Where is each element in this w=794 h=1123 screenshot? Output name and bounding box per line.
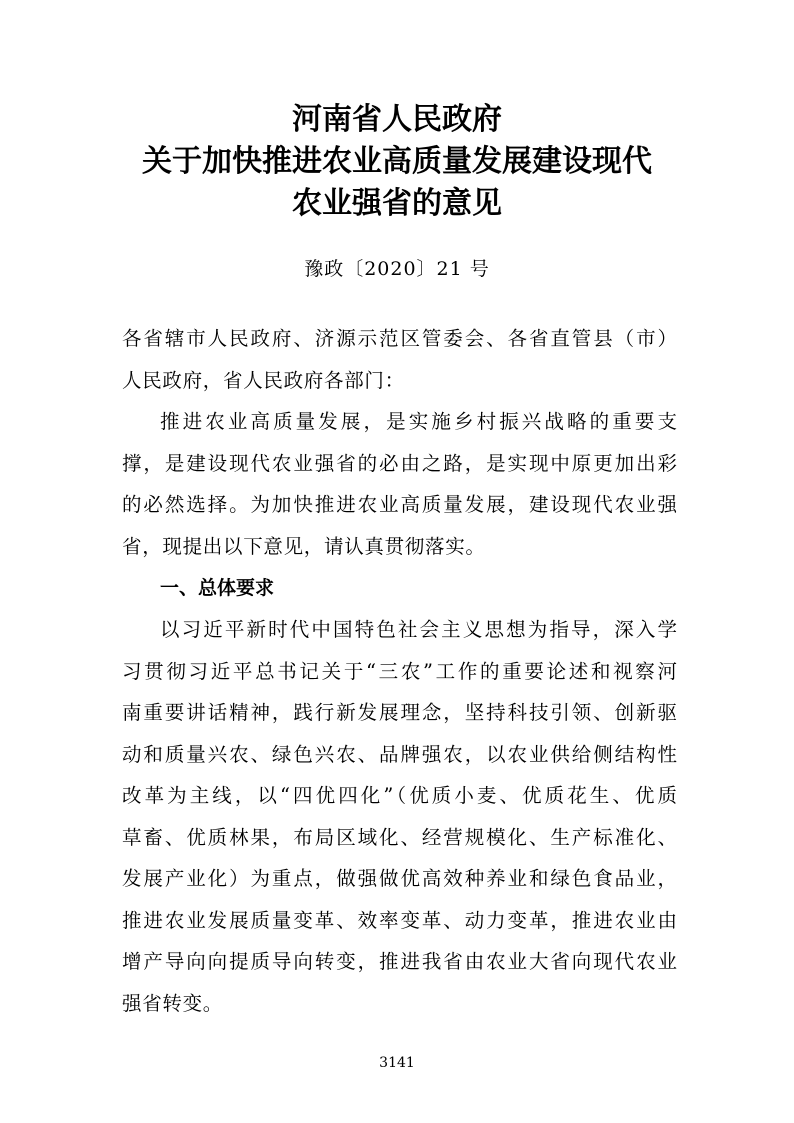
- section-line: 强省转变。: [122, 992, 224, 1015]
- section-line: 南重要讲话精神，践行新发展理念，坚持科技引领、创新驱: [122, 701, 677, 724]
- section-line: 推进农业发展质量变革、效率变革、动力变革，推进农业由: [122, 909, 677, 932]
- document-title-line-2: 关于加快推进农业高质量发展建设现代: [142, 144, 652, 179]
- document-number: 豫政〔2020〕21 号: [304, 258, 490, 280]
- section-line: 以习近平新时代中国特色社会主义思想为指导，深入学: [160, 618, 677, 641]
- body-line: 的必然选择。为加快推进农业高质量发展，建设现代农业强: [122, 493, 677, 516]
- section-line: 动和质量兴农、绿色兴农、品牌强农，以农业供给侧结构性: [122, 743, 677, 766]
- section-line: 改革为主线，以“四优四化”（优质小麦、优质花生、优质: [122, 784, 677, 807]
- body-line: 省，现提出以下意见，请认真贯彻落实。: [122, 535, 486, 558]
- page-number: 3141: [379, 1055, 415, 1071]
- body-line: 各省辖市人民政府、济源示范区管委会、各省直管县（市）: [122, 327, 677, 350]
- section-line: 习贯彻习近平总书记关于“三农”工作的重要论述和视察河: [122, 660, 677, 683]
- section-line: 草畜、优质林果，布局区域化、经营规模化、生产标准化、: [122, 826, 677, 849]
- section-heading: 一、总体要求: [160, 577, 275, 599]
- section-line: 增产导向向提质导向转变，推进我省由农业大省向现代农业: [122, 950, 677, 973]
- body-line: 撑，是建设现代农业强省的必由之路，是实现中原更加出彩: [122, 452, 677, 475]
- document-title-line-1: 河南省人民政府: [292, 102, 502, 137]
- body-line: 人民政府，省人民政府各部门：: [122, 369, 405, 392]
- document-title-line-3: 农业强省的意见: [292, 186, 502, 221]
- section-line: 发展产业化）为重点，做强做优高效种养业和绿色食品业，: [122, 867, 677, 890]
- body-line: 推进农业高质量发展，是实施乡村振兴战略的重要支: [160, 410, 677, 433]
